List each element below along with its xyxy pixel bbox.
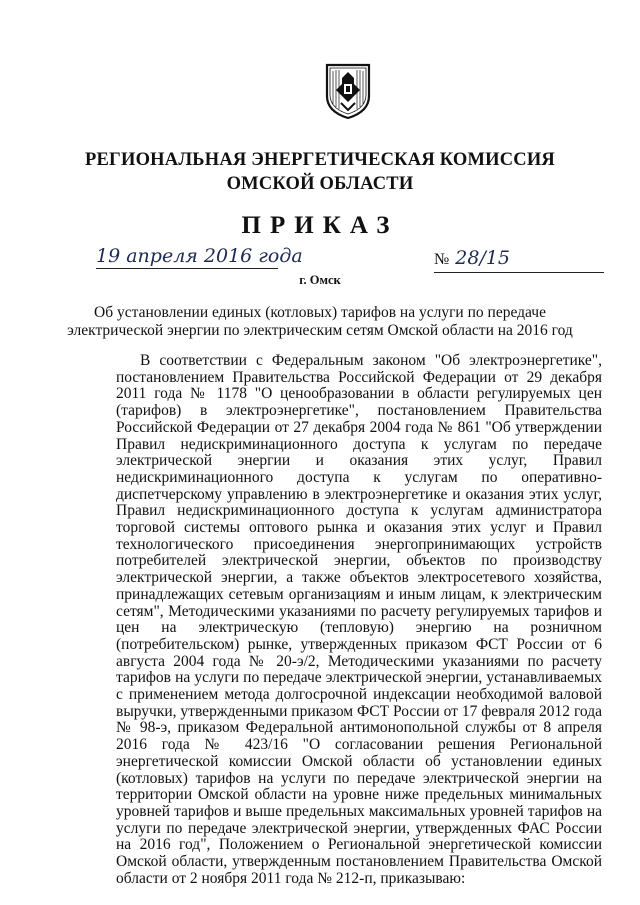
- document-number: [434, 246, 604, 273]
- body-paragraph: В соответствии с Федеральным законом "Об электроэнергетике", постановлением Правительства Российской Федерации от 29 декабря 2011 года № 1178 "О ценообразовании в области регулируемых цен (тарифов) в электроэнергетике", постановлением Правительства Российской Федерации от 27 декабря 2004 года № 861 "Об утверждении Правил недискриминационного доступа к услугам по передаче электрической энергии и оказания этих услуг, Правил недискриминационного доступа к услугам по оперативно-диспетчерскому управлению в электроэнергетике и оказания этих услуг, Правил недискриминационного доступа к услугам администратора торговой системы оптового рынка и оказания этих услуг и Правил технологического присоединения энергопринимающих устройств потребителей электрической энергии, объектов по производству электрической энергии, а также объектов электросетевого хозяйства, принадлежащих сетевым организациям и иным лицам, к электрическим сетям", Методическими указаниями по расчету регулируемых тарифов и цен на электрическую (тепловую) энергию на розничном (потребительском) рынке, утвержденных приказом ФСТ России от 6 августа 2004 года № 20-э/2, Методическими указаниями по расчету тарифов на услуги по передаче электрической энергии, устанавливаемых с применением метода долгосрочной индексации необходимой валовой выручки, утвержденными приказом ФСТ России от 17 февраля 2012 года № 98-э, приказом Федеральной антимонопольной службы от 8 апреля 2016 года № 423/16 "О согласовании решения Региональной энергетической комиссии Омской области об установлении единых (котловых) тарифов на услуги по передаче электрической энергии на территории Омской области на уровне ниже предельных минимальных уровней тарифов и выше предельных максимальных уровней тарифов на услуги по передаче электрической энергии, утвержденных ФАС России на 2016 год", Положением о Региональной энергетической комиссии Омской области, утвержденным постановлением Правительства Омской области от 2 ноября 2011 года № 212-п, приказываю:: [116, 352, 602, 887]
- document-city: г. Омск: [299, 273, 341, 287]
- document-title: ПРИКАЗ: [241, 212, 399, 239]
- omsk-region-coat-of-arms-icon: [324, 62, 372, 120]
- document-date: 19 апреля 2016 года: [96, 245, 303, 267]
- document-number-value: 28/15: [455, 247, 511, 269]
- document-subject: Об установлении единых (котловых) тарифов на услуги по передаче электрической энергии по электрическим сетям Омской области на 2016 год: [67, 304, 573, 339]
- number-sign: №: [434, 251, 450, 268]
- organization-name-line1: РЕГИОНАЛЬНАЯ ЭНЕРГЕТИЧЕСКАЯ КОМИССИЯ: [84, 150, 555, 170]
- organization-name-line2: ОМСКОЙ ОБЛАСТИ: [226, 174, 414, 194]
